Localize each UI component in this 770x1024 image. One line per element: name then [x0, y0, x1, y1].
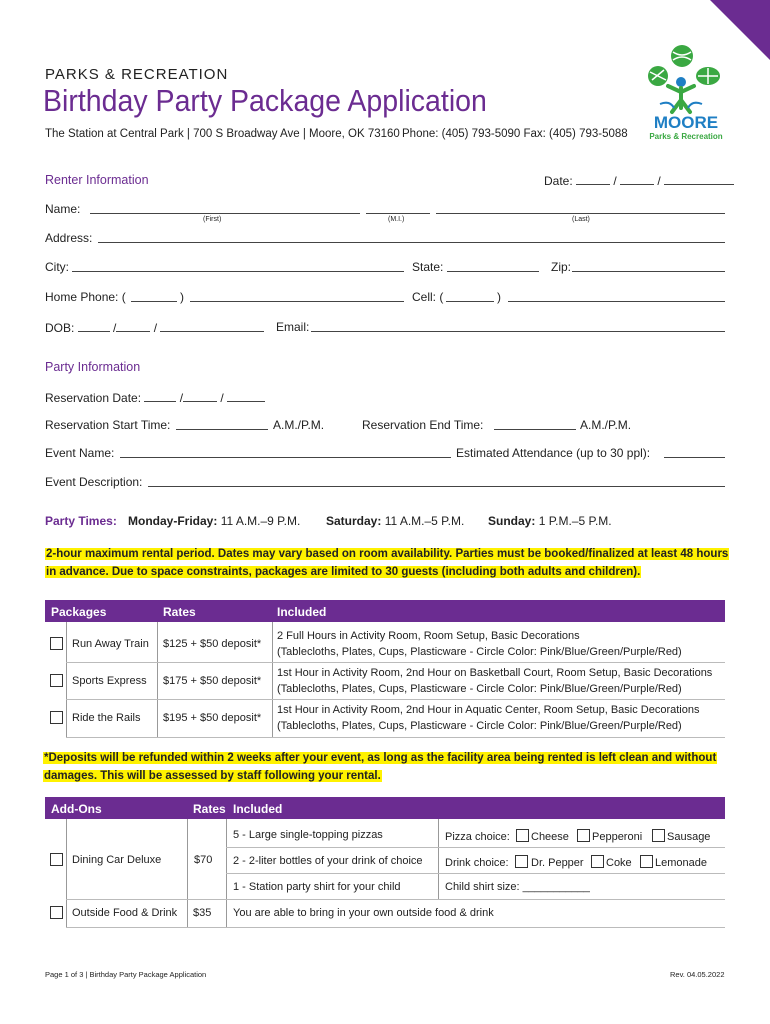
- addons-col-label: Add-Ons: [51, 802, 102, 816]
- addons-included-col-label: Included: [233, 802, 283, 816]
- addons-rates-col-label: Rates: [193, 802, 226, 816]
- dob-field[interactable]: DOB: / /: [45, 320, 264, 335]
- package-name: Sports Express: [72, 675, 147, 687]
- department-label: PARKS & RECREATION: [45, 66, 229, 83]
- addon-item-shirt: 1 - Station party shirt for your child: [233, 881, 401, 893]
- home-phone-area-field[interactable]: [131, 290, 177, 302]
- pepperoni-checkbox[interactable]: [577, 829, 590, 842]
- cell-area-field[interactable]: [446, 290, 494, 302]
- event-description-label: Event Description:: [45, 475, 143, 489]
- facility-phone: Phone: (405) 793-5090 Fax: (405) 793-5088: [402, 128, 628, 140]
- dr-pepper-label: Dr. Pepper: [531, 857, 584, 869]
- saturday-label: Saturday:: [326, 514, 382, 528]
- sunday-label: Sunday:: [488, 514, 536, 528]
- coke-checkbox[interactable]: [591, 855, 604, 868]
- cheese-label: Cheese: [531, 831, 569, 843]
- start-time-label: Reservation Start Time:: [45, 418, 171, 432]
- middle-initial-field[interactable]: [366, 202, 430, 214]
- address-field[interactable]: [98, 231, 725, 243]
- package-included: 2 Full Hours in Activity Room, Room Setup, Basic Decorations: [277, 630, 580, 642]
- weekday-hours: 11 A.M.–9 P.M.: [220, 514, 301, 528]
- package-included-detail: (Tablecloths, Plates, Cups, Plasticware - Circle Color: Pink/Blue/Green/Purple/Red): [277, 720, 682, 732]
- city-label: City:: [45, 260, 69, 274]
- package-rate: $195 + $50 deposit*: [163, 712, 262, 724]
- cell-label: Cell: (: [412, 290, 444, 304]
- package-included-detail: (Tablecloths, Plates, Cups, Plasticware - Circle Color: Pink/Blue/Green/Purple/Red): [277, 646, 682, 658]
- sports-express-checkbox[interactable]: [50, 674, 63, 687]
- moore-parks-logo: [640, 42, 732, 142]
- date-label: Date:: [544, 174, 573, 188]
- first-name-field[interactable]: [90, 202, 360, 214]
- end-time-label: Reservation End Time:: [362, 418, 484, 432]
- facility-address: The Station at Central Park | 700 S Broadway Ave | Moore, OK 73160: [45, 128, 400, 140]
- pepperoni-label: Pepperoni: [592, 831, 643, 843]
- addon-included: You are able to bring in your own outside food & drink: [233, 907, 494, 919]
- party-times-label: Party Times:: [45, 514, 117, 528]
- home-phone-field[interactable]: [190, 290, 404, 302]
- end-ampm: A.M./P.M.: [580, 418, 632, 432]
- addon-item-pizza: 5 - Large single-topping pizzas: [233, 829, 383, 841]
- event-name-label: Event Name:: [45, 446, 115, 460]
- pizza-choice-label: Pizza choice:: [445, 831, 510, 843]
- attendance-field[interactable]: [664, 446, 725, 458]
- start-ampm: A.M./P.M.: [273, 418, 325, 432]
- home-phone-label: Home Phone: (: [45, 290, 126, 304]
- renter-info-heading: Renter Information: [45, 173, 149, 187]
- package-included-detail: (Tablecloths, Plates, Cups, Plasticware - Circle Color: Pink/Blue/Green/Purple/Red): [277, 683, 682, 695]
- addon-rate: $70: [194, 854, 213, 866]
- email-label: Email:: [276, 320, 310, 334]
- name-label: Name:: [45, 202, 81, 216]
- lemonade-label: Lemonade: [655, 857, 707, 869]
- city-field[interactable]: [72, 260, 404, 272]
- addon-name: Dining Car Deluxe: [72, 854, 162, 866]
- start-time-field[interactable]: [176, 418, 268, 430]
- package-included: 1st Hour in Activity Room, 2nd Hour in Aquatic Center, Room Setup, Basic Decorations: [277, 704, 700, 716]
- package-rate: $175 + $50 deposit*: [163, 675, 262, 687]
- party-info-heading: Party Information: [45, 360, 141, 374]
- addon-item-drinks: 2 - 2-liter bottles of your drink of choice: [233, 855, 423, 867]
- drink-choice-label: Drink choice:: [445, 857, 509, 869]
- packages-col-label: Packages: [51, 605, 107, 619]
- address-label: Address:: [45, 231, 93, 245]
- middle-initial-caption: (M.I.): [388, 216, 405, 223]
- end-time-field[interactable]: [494, 418, 576, 430]
- state-field[interactable]: [447, 260, 539, 272]
- deposit-notice: *Deposits will be refunded within 2 weeks after your event, as long as the facility area being rented is left clean and without damages. This will be assessed by staff following your rental.: [44, 752, 717, 782]
- rates-col-label: Rates: [163, 605, 196, 619]
- shirt-size-field[interactable]: Child shirt size: ___________: [445, 881, 590, 893]
- cell-field[interactable]: [508, 290, 725, 302]
- dr-pepper-checkbox[interactable]: [515, 855, 528, 868]
- cheese-checkbox[interactable]: [516, 829, 529, 842]
- sausage-checkbox[interactable]: [652, 829, 665, 842]
- lemonade-checkbox[interactable]: [640, 855, 653, 868]
- reservation-date-field[interactable]: Reservation Date: / /: [45, 390, 265, 405]
- reservation-date-label: Reservation Date:: [45, 391, 142, 405]
- addon-rate: $35: [193, 907, 212, 919]
- package-included: 1st Hour in Activity Room, 2nd Hour on Basketball Court, Room Setup, Basic Decorations: [277, 667, 713, 679]
- name-row: [45, 202, 80, 216]
- booking-notice: 2-hour maximum rental period. Dates may vary based on room availability. Parties must be booked/finalized at least 48 hours in advance. Due to space constraints, packages are limited to 30 guests (including both adults and children).: [46, 548, 729, 578]
- packages-header: [45, 600, 725, 622]
- dining-car-checkbox[interactable]: [50, 853, 63, 866]
- addon-name: Outside Food & Drink: [72, 907, 178, 919]
- package-name: Ride the Rails: [72, 712, 141, 724]
- last-name-caption: (Last): [572, 216, 590, 223]
- zip-label: Zip:: [551, 260, 572, 274]
- email-field[interactable]: [311, 320, 725, 332]
- event-name-field[interactable]: [120, 446, 451, 458]
- included-col-label: Included: [277, 605, 327, 619]
- event-description-field[interactable]: [148, 475, 725, 487]
- sausage-label: Sausage: [667, 831, 711, 843]
- page-title: Birthday Party Package Application: [43, 83, 487, 118]
- last-name-field[interactable]: [436, 202, 725, 214]
- package-rate: $125 + $50 deposit*: [163, 638, 262, 650]
- addons-header: [45, 797, 725, 819]
- saturday-hours: 11 A.M.–5 P.M.: [384, 514, 465, 528]
- run-away-train-checkbox[interactable]: [50, 637, 63, 650]
- revision-label: Rev. 04.05.2022: [670, 970, 725, 979]
- state-label: State:: [412, 260, 444, 274]
- first-name-caption: (First): [203, 216, 222, 223]
- dob-label: DOB:: [45, 321, 75, 335]
- svg-text:Parks & Recreation: Parks & Recreation: [649, 132, 723, 141]
- package-name: Run Away Train: [72, 638, 149, 650]
- zip-field[interactable]: [572, 260, 725, 272]
- weekday-label: Monday-Friday:: [128, 514, 218, 528]
- coke-label: Coke: [606, 857, 632, 869]
- date-field[interactable]: Date: / /: [544, 173, 734, 188]
- ride-the-rails-checkbox[interactable]: [50, 711, 63, 724]
- page-footer: Page 1 of 3 | Birthday Party Package Application: [45, 970, 207, 979]
- attendance-label: Estimated Attendance (up to 30 ppl):: [456, 446, 651, 460]
- sunday-hours: 1 P.M.–5 P.M.: [538, 514, 612, 528]
- svg-text:MOORE: MOORE: [653, 113, 719, 132]
- outside-food-checkbox[interactable]: [50, 906, 63, 919]
- party-times: [45, 514, 117, 528]
